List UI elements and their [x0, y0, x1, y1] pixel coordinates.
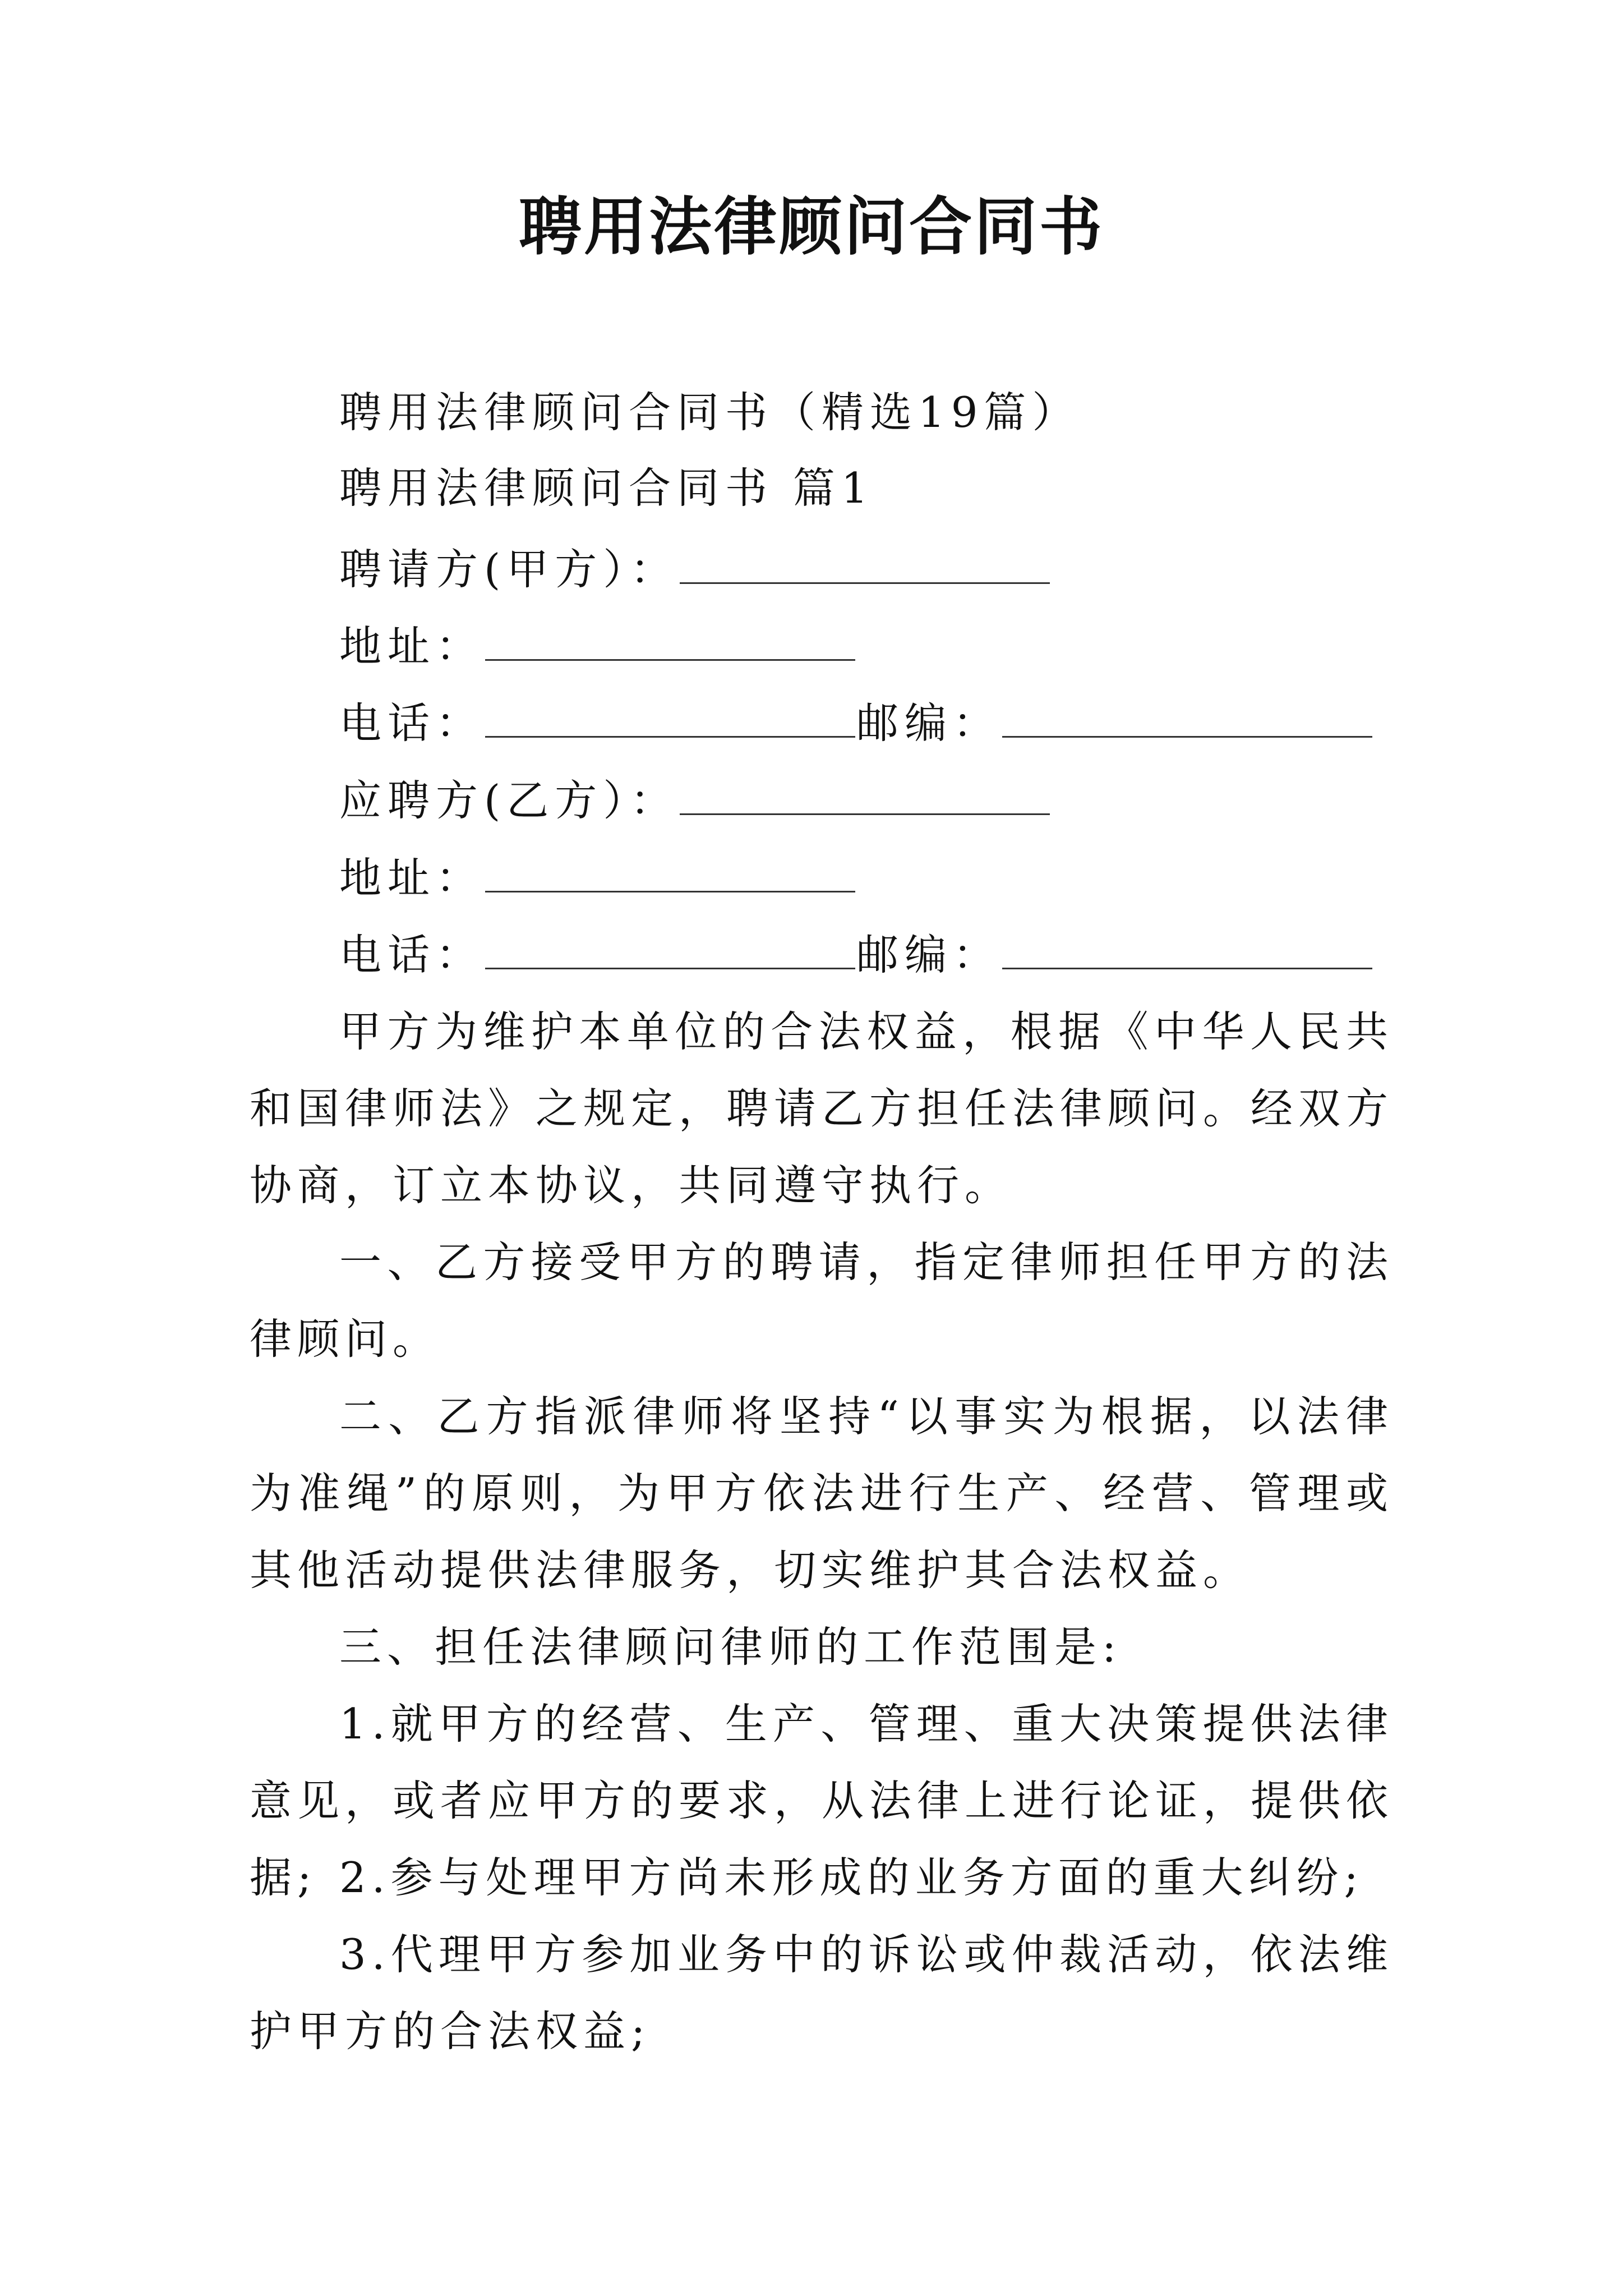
section-heading: 聘用法律顾问合同书 篇1	[339, 463, 874, 513]
document-title: 聘用法律顾问合同书	[519, 190, 1104, 264]
party-a-postcode-label: 邮编：	[856, 698, 1002, 748]
party-b-address-label: 地址：	[339, 853, 485, 903]
paragraph-clause-2: 二、乙方指派律师将坚持“以事实为根据，以法律为准绳”的原则，为甲方依法进行生产、经营、管理或其他活动提供法律服务，切实维护其合法权益。	[250, 1392, 1394, 1595]
paragraph-clause-3: 三、担任法律顾问律师的工作范围是:	[339, 1622, 1122, 1672]
party-b-phone-label: 电话：	[339, 930, 485, 979]
party-b-postcode-blank	[1002, 923, 1372, 969]
party-a-address-label: 地址：	[339, 622, 485, 671]
party-a-phone-label: 电话：	[339, 698, 485, 748]
paragraph-item-1: 1.就甲方的经营、生产、管理、重大决策提供法律意见，或者应甲方的要求，从法律上进行论证，提供依据;	[250, 1699, 1394, 1902]
party-a-postcode-blank	[1002, 691, 1372, 738]
party-b-address-row	[339, 846, 856, 906]
paragraph-intro: 甲方为维护本单位的合法权益，根据《中华人民共和国律师法》之规定，聘请乙方担任法律顾问。经双方协商，订立本协议，共同遵守执行。	[250, 1007, 1394, 1210]
party-a-contact-row	[339, 691, 1373, 751]
paragraph-item-2: 2.参与处理甲方尚未形成的业务方面的重大纠纷;	[339, 1853, 1364, 1902]
party-a-label: 聘请方(甲方）：	[339, 545, 679, 594]
paragraph-item-3: 3.代理甲方参加业务中的诉讼或仲裁活动，依法维护甲方的合法权益;	[250, 1930, 1394, 2056]
party-a-address-blank	[485, 614, 855, 661]
party-a-row	[339, 537, 1051, 597]
party-b-label: 应聘方(乙方）：	[339, 776, 679, 825]
document-subtitle: 聘用法律顾问合同书（精选19篇）	[339, 388, 1081, 437]
party-a-phone-blank	[485, 691, 855, 738]
party-b-phone-blank	[485, 923, 855, 969]
paragraph-clause-1: 一、乙方接受甲方的聘请，指定律师担任甲方的法律顾问。	[250, 1237, 1394, 1364]
party-b-row	[339, 769, 1051, 829]
party-a-name-blank	[680, 537, 1050, 584]
party-b-postcode-label: 邮编：	[856, 930, 1002, 979]
party-b-name-blank	[680, 769, 1050, 815]
party-b-address-blank	[485, 846, 855, 892]
party-a-address-row	[339, 614, 856, 674]
party-b-contact-row	[339, 923, 1373, 983]
